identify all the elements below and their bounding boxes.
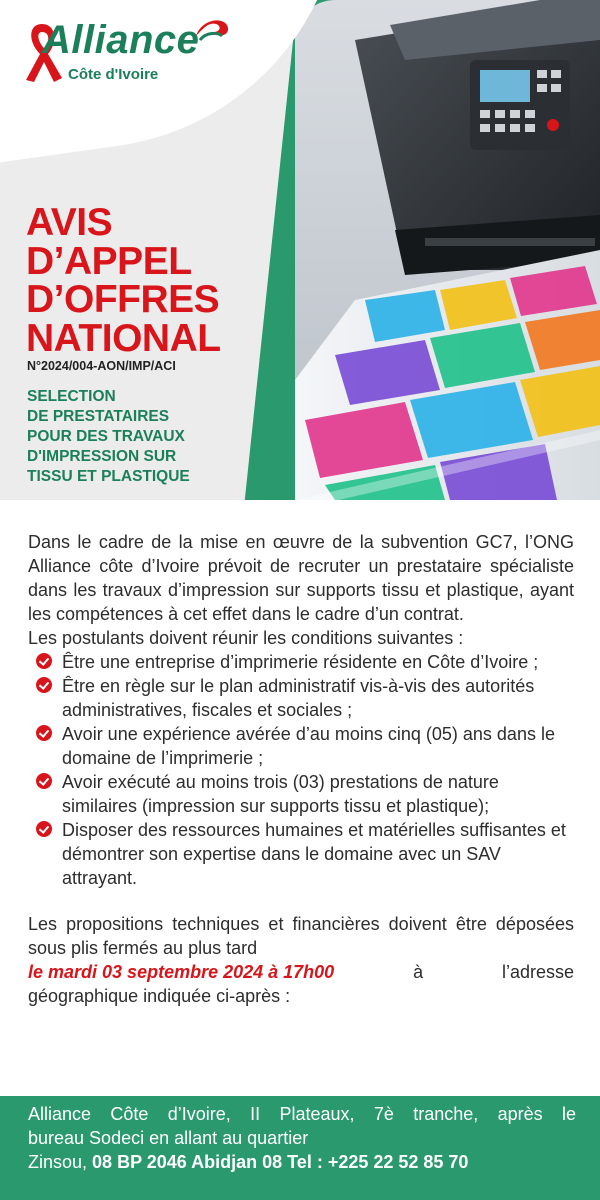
condition-text: Avoir exécuté au moins trois (03) prestations de nature similaires (impression sur supports tissu et plastique); bbox=[62, 772, 499, 816]
alliance-logo bbox=[22, 14, 242, 94]
conditions-intro: Les postulants doivent réunir les conditions suivantes : bbox=[28, 628, 464, 648]
logo-wordmark: Alliance bbox=[42, 18, 200, 62]
address-line-2: bureau Sodeci en allant au quartier bbox=[28, 1128, 309, 1148]
subtitle-line: DE PRESTATAIRES bbox=[27, 408, 170, 425]
check-icon bbox=[36, 725, 52, 741]
list-item bbox=[62, 674, 574, 722]
notice-body bbox=[28, 530, 574, 1008]
check-icon bbox=[36, 677, 52, 693]
list-item bbox=[62, 650, 574, 674]
logo-subtitle: Côte d'Ivoire bbox=[68, 66, 159, 83]
address-intro: l’adresse bbox=[501, 962, 574, 982]
check-icon bbox=[36, 773, 52, 789]
notice-subtitle bbox=[27, 387, 257, 487]
address-line-1: Alliance Côte d’Ivoire, II Plateaux, 7è tranche, après le bbox=[28, 1104, 576, 1124]
condition-text: Être en règle sur le plan administratif vis-à-vis des autorités administratives, fiscales et sociales ; bbox=[62, 676, 535, 720]
title-line: D’OFFRES bbox=[26, 278, 220, 321]
intro-paragraph: Dans le cadre de la mise en œuvre de la subvention GC7, l’ONG Alliance côte d’Ivoire prévoit de recruter un prestataire spécialiste dans les travaux d’impression sur supports tissu et plastique, ayant les compétences à cet effet dans le cadre d’un contrat. bbox=[28, 532, 574, 624]
list-item bbox=[62, 722, 574, 770]
address-footer bbox=[0, 1096, 600, 1200]
proposals-text: Les propositions techniques et financières doivent être déposées sous plis fermés au plus tard bbox=[28, 914, 574, 958]
condition-text: Avoir une expérience avérée d’au moins cinq (05) ans dans le domaine de l’imprimerie ; bbox=[62, 724, 555, 768]
subtitle-line: D'IMPRESSION SUR bbox=[27, 448, 177, 465]
address-line-3 bbox=[28, 1150, 576, 1174]
hero-banner bbox=[0, 0, 600, 500]
address-line-3-prefix: Zinsou, bbox=[28, 1152, 88, 1172]
subtitle-line: SELECTION bbox=[27, 388, 116, 405]
check-icon bbox=[36, 821, 52, 837]
list-item bbox=[62, 770, 574, 818]
check-icon bbox=[36, 653, 52, 669]
address-intro-2: géographique indiquée ci-après : bbox=[28, 986, 291, 1006]
subtitle-line: POUR DES TRAVAUX bbox=[27, 428, 185, 445]
contact-info: 08 BP 2046 Abidjan 08 Tel : +225 22 52 85 70 bbox=[92, 1152, 469, 1172]
subtitle-line: TISSU ET PLASTIQUE bbox=[27, 468, 190, 485]
title-line: NATIONAL bbox=[26, 316, 221, 360]
title-line: AVIS bbox=[26, 201, 113, 244]
list-item bbox=[62, 818, 574, 890]
condition-text: Disposer des ressources humaines et matérielles suffisantes et démontrer son expertise dans le domaine avec un SAV attrayant. bbox=[62, 820, 566, 888]
address-text bbox=[28, 1102, 576, 1174]
conditions-list bbox=[28, 650, 574, 890]
reference-number: N°2024/004-AON/IMP/ACI bbox=[27, 359, 176, 373]
deadline-line bbox=[28, 960, 574, 984]
title-line: D’APPEL bbox=[26, 239, 192, 283]
condition-text: Être une entreprise d’imprimerie résidente en Côte d’Ivoire ; bbox=[62, 652, 539, 672]
printer-icon bbox=[295, 0, 600, 500]
address-prefix: à bbox=[413, 962, 424, 982]
proposals-section bbox=[28, 912, 574, 1008]
swirl-icon bbox=[192, 14, 232, 44]
notice-title bbox=[26, 201, 266, 360]
deadline-date: le mardi 03 septembre 2024 à 17h00 bbox=[28, 962, 335, 982]
